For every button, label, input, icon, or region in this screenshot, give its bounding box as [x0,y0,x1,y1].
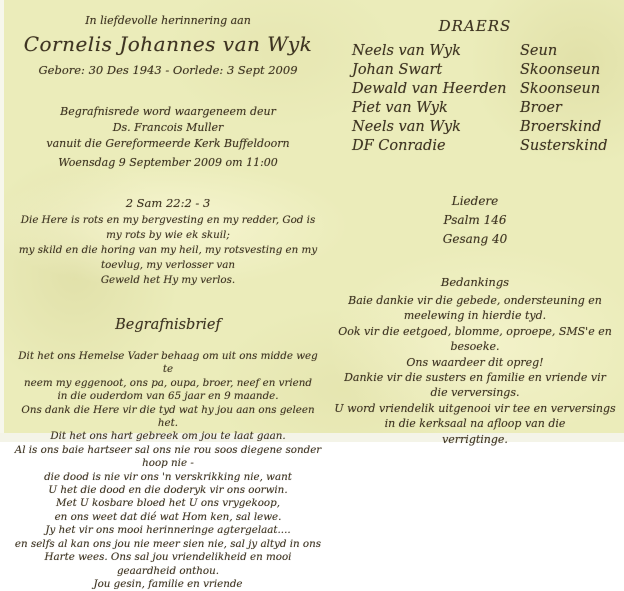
letter-line: en selfs al kan ons jou nie meer sien nie, sal jy altyd in ons [14,537,322,550]
bedankings-line: Ons waardeer dit opreg! [406,355,544,369]
bedankings-line: Dankie vir die susters en familie en vriende vir die verversings. [344,371,606,400]
draers-table [334,42,616,156]
service-details [14,104,322,171]
scripture-line: Die Here is rots en my bergvesting en my redder, God is my rots by wie ek skuil; [20,214,316,241]
service-date: Woensdag 9 September 2009 om 11:00 [58,156,278,169]
draers-row [352,61,616,80]
letter-line: in die ouderdom van 65 jaar en 9 maande. [57,390,279,403]
intro-line: In liefdevolle herinnering aan [85,14,251,27]
draers-name: Neels van Wyk [352,119,461,135]
draers-name: Piet van Wyk [352,100,448,116]
draers-relation: Seun [520,43,558,59]
bedankings-line: in die kerksaal na afloop van die [384,417,566,431]
life-dates: Gebore: 30 Des 1943 - Oorlede: 3 Sept 2009 [38,63,298,77]
letter-line: Dit het ons Hemelse Vader behaag om uit ons midde weg te [18,350,318,376]
draers-row [352,137,616,156]
left-page [14,6,322,591]
draers-name: Neels van Wyk [352,43,461,59]
draers-name: Dewald van Heerden [352,81,507,97]
draers-row [352,118,616,137]
bedankings-line: verrigtinge. [442,432,508,446]
draers-relation: Skoonseun [520,81,601,97]
bedankings-body [334,293,616,447]
draers-row [352,99,616,118]
bedankings-heading: Bedankings [440,275,510,289]
letter-line: Ons dank die Here vir die tyd wat hy jou aan ons geleen het. [21,403,315,430]
letter-line: die dood is nie vir ons 'n verskrikking nie, want [44,470,292,483]
letter-body [14,350,322,591]
letter-line: Harte wees. Ons sal jou vriendelikheid en mooi geaardheid onthou. [44,551,292,577]
service-church: vanuit die Gereformeerde Kerk Buffeldoorn [46,137,290,150]
draers-relation: Broerskind [520,119,602,135]
draers-name: Johan Swart [352,62,443,78]
draers-heading: DRAERS [438,17,512,35]
scan-edge-left [0,0,4,442]
bedankings-line: Ook vir die eetgoed, blomme, oproepe, SMS'e en besoeke. [338,324,612,354]
draers-relation: Broer [520,100,562,116]
right-page [334,8,616,447]
letter-line: Jy het vir ons mooi herinneringe agtergelaat.... [45,524,291,537]
letter-line: Met U kosbare bloed het U ons vrygekoop, [55,497,280,510]
draers-row [352,42,616,61]
scripture-text [14,213,322,288]
liedere-item: Psalm 146 [443,213,507,227]
letter-line: U het die dood en die doderyk vir ons oorwin. [48,484,288,497]
bedankings-line: Baie dankie vir die gebede, ondersteuning en meelewing in hierdie tyd. [348,294,602,323]
letter-line: en ons weet dat dié wat Hom ken, sal lewe. [54,510,282,523]
deceased-name: Cornelis Johannes van Wyk [23,32,313,56]
service-minister: Ds. Francois Muller [112,121,224,134]
letter-line: Al is ons baie hartseer sal ons nie rou soos diegene sonder hoop nie - [14,443,322,470]
scripture-reference: 2 Sam 22:2 - 3 [125,196,211,210]
draers-name: DF Conradie [352,138,446,154]
bedankings-line: U word vriendelik uitgenooi vir tee en verversings [334,401,616,415]
liedere-item: Gesang 40 [442,232,508,246]
letter-heading: Begrafnisbrief [115,317,221,333]
scripture-line: my skild en die horing van my heil, my rotsvesting en my toevlug, my verlosser van [18,244,318,271]
letter-line: Jou gesin, familie en vriende [93,577,243,590]
draers-row [352,80,616,99]
liedere-section [334,192,616,249]
letter-line: Dit het ons hart gebreek om jou te laat gaan. [50,430,286,443]
liedere-heading: Liedere [451,194,499,208]
scripture-line: Geweld het Hy my verlos. [100,274,236,286]
draers-relation: Susterskind [520,138,608,154]
draers-relation: Skoonseun [520,62,601,78]
letter-line: neem my eggenoot, ons pa, oupa, broer, neef en vriend [24,376,312,389]
service-line: Begrafnisrede word waargeneem deur [60,105,276,118]
